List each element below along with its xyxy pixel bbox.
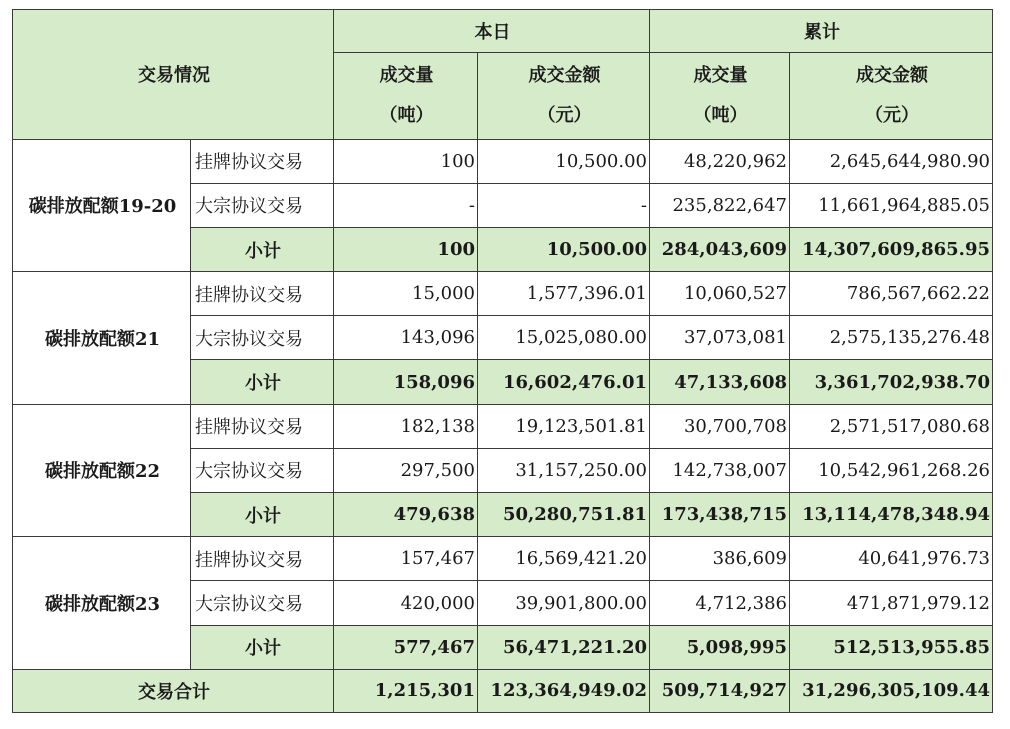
table-row bbox=[13, 404, 993, 448]
cum-amount: 2,645,644,980.90 bbox=[790, 139, 993, 183]
cum-amount: 13,114,478,348.94 bbox=[790, 493, 993, 537]
cum-amount: 11,661,964,885.05 bbox=[790, 183, 993, 227]
cum-volume: 235,822,647 bbox=[650, 183, 790, 227]
amount-unit: （元） bbox=[537, 104, 592, 126]
trade-summary-table bbox=[12, 9, 993, 713]
today-amount: 19,123,501.81 bbox=[478, 404, 650, 448]
volume-unit: （吨） bbox=[693, 104, 748, 126]
today-amount: 39,901,800.00 bbox=[478, 581, 650, 625]
today-amount: 16,602,476.01 bbox=[478, 360, 650, 404]
today-volume: 143,096 bbox=[334, 316, 478, 360]
cum-volume: 10,060,527 bbox=[650, 272, 790, 316]
header-today: 本日 bbox=[334, 10, 650, 53]
today-volume: 100 bbox=[334, 227, 478, 271]
table-row bbox=[13, 139, 993, 183]
cum-amount: 3,361,702,938.70 bbox=[790, 360, 993, 404]
trade-type: 挂牌协议交易 bbox=[191, 404, 334, 448]
today-amount: 15,025,080.00 bbox=[478, 316, 650, 360]
cum-volume: 37,073,081 bbox=[650, 316, 790, 360]
trade-type: 挂牌协议交易 bbox=[191, 139, 334, 183]
cum-amount: 10,542,961,268.26 bbox=[790, 448, 993, 492]
header-cum-volume bbox=[650, 53, 790, 139]
trade-type: 挂牌协议交易 bbox=[191, 272, 334, 316]
today-volume: 420,000 bbox=[334, 581, 478, 625]
volume-unit: （吨） bbox=[379, 104, 434, 126]
cum-volume: 5,098,995 bbox=[650, 625, 790, 669]
cum-volume: 284,043,609 bbox=[650, 227, 790, 271]
cum-amount: 471,871,979.12 bbox=[790, 581, 993, 625]
header-cumulative: 累计 bbox=[650, 10, 993, 53]
cum-volume: 30,700,708 bbox=[650, 404, 790, 448]
cum-amount: 14,307,609,865.95 bbox=[790, 227, 993, 271]
amount-unit: （元） bbox=[865, 104, 919, 126]
cum-amount: 512,513,955.85 bbox=[790, 625, 993, 669]
group-label: 碳排放配额21 bbox=[13, 272, 191, 405]
amount-label: 成交金额 bbox=[528, 64, 601, 86]
today-volume: 157,467 bbox=[334, 537, 478, 581]
header-cum-amount bbox=[790, 53, 993, 139]
cum-volume: 4,712,386 bbox=[650, 581, 790, 625]
header-today-volume bbox=[334, 53, 478, 139]
total-cum-volume: 509,714,927 bbox=[650, 669, 790, 712]
table-row bbox=[13, 537, 993, 581]
header-today-amount bbox=[478, 53, 650, 139]
total-today-volume: 1,215,301 bbox=[334, 669, 478, 712]
today-amount: 50,280,751.81 bbox=[478, 493, 650, 537]
today-volume: - bbox=[334, 183, 478, 227]
today-volume: 182,138 bbox=[334, 404, 478, 448]
today-amount: 10,500.00 bbox=[478, 139, 650, 183]
subtotal-label: 小计 bbox=[191, 625, 334, 669]
trade-type: 大宗协议交易 bbox=[191, 183, 334, 227]
table-row bbox=[13, 272, 993, 316]
trade-type: 大宗协议交易 bbox=[191, 448, 334, 492]
trade-type: 大宗协议交易 bbox=[191, 581, 334, 625]
subtotal-label: 小计 bbox=[191, 493, 334, 537]
today-volume: 479,638 bbox=[334, 493, 478, 537]
amount-label: 成交金额 bbox=[856, 64, 928, 86]
today-volume: 158,096 bbox=[334, 360, 478, 404]
subtotal-label: 小计 bbox=[191, 360, 334, 404]
cum-amount: 2,571,517,080.68 bbox=[790, 404, 993, 448]
group-label: 碳排放配额22 bbox=[13, 404, 191, 537]
volume-label: 成交量 bbox=[693, 64, 748, 86]
trade-type: 挂牌协议交易 bbox=[191, 537, 334, 581]
total-cum-amount: 31,296,305,109.44 bbox=[790, 669, 993, 712]
volume-label: 成交量 bbox=[379, 64, 434, 86]
today-amount: 56,471,221.20 bbox=[478, 625, 650, 669]
today-amount: 16,569,421.20 bbox=[478, 537, 650, 581]
cum-volume: 142,738,007 bbox=[650, 448, 790, 492]
cum-amount: 40,641,976.73 bbox=[790, 537, 993, 581]
total-today-amount: 123,364,949.02 bbox=[478, 669, 650, 712]
cum-amount: 2,575,135,276.48 bbox=[790, 316, 993, 360]
today-amount: 1,577,396.01 bbox=[478, 272, 650, 316]
today-volume: 100 bbox=[334, 139, 478, 183]
cum-volume: 173,438,715 bbox=[650, 493, 790, 537]
trade-type: 大宗协议交易 bbox=[191, 316, 334, 360]
group-label: 碳排放配额19-20 bbox=[13, 139, 191, 272]
today-amount: - bbox=[478, 183, 650, 227]
header-trade-status: 交易情况 bbox=[13, 10, 334, 140]
cum-amount: 786,567,662.22 bbox=[790, 272, 993, 316]
subtotal-label: 小计 bbox=[191, 227, 334, 271]
cum-volume: 47,133,608 bbox=[650, 360, 790, 404]
cum-volume: 386,609 bbox=[650, 537, 790, 581]
cum-volume: 48,220,962 bbox=[650, 139, 790, 183]
today-volume: 15,000 bbox=[334, 272, 478, 316]
group-label: 碳排放配额23 bbox=[13, 537, 191, 670]
today-volume: 577,467 bbox=[334, 625, 478, 669]
today-amount: 10,500.00 bbox=[478, 227, 650, 271]
grand-total-label: 交易合计 bbox=[13, 669, 334, 712]
today-volume: 297,500 bbox=[334, 448, 478, 492]
today-amount: 31,157,250.00 bbox=[478, 448, 650, 492]
grand-total-row bbox=[13, 669, 993, 712]
